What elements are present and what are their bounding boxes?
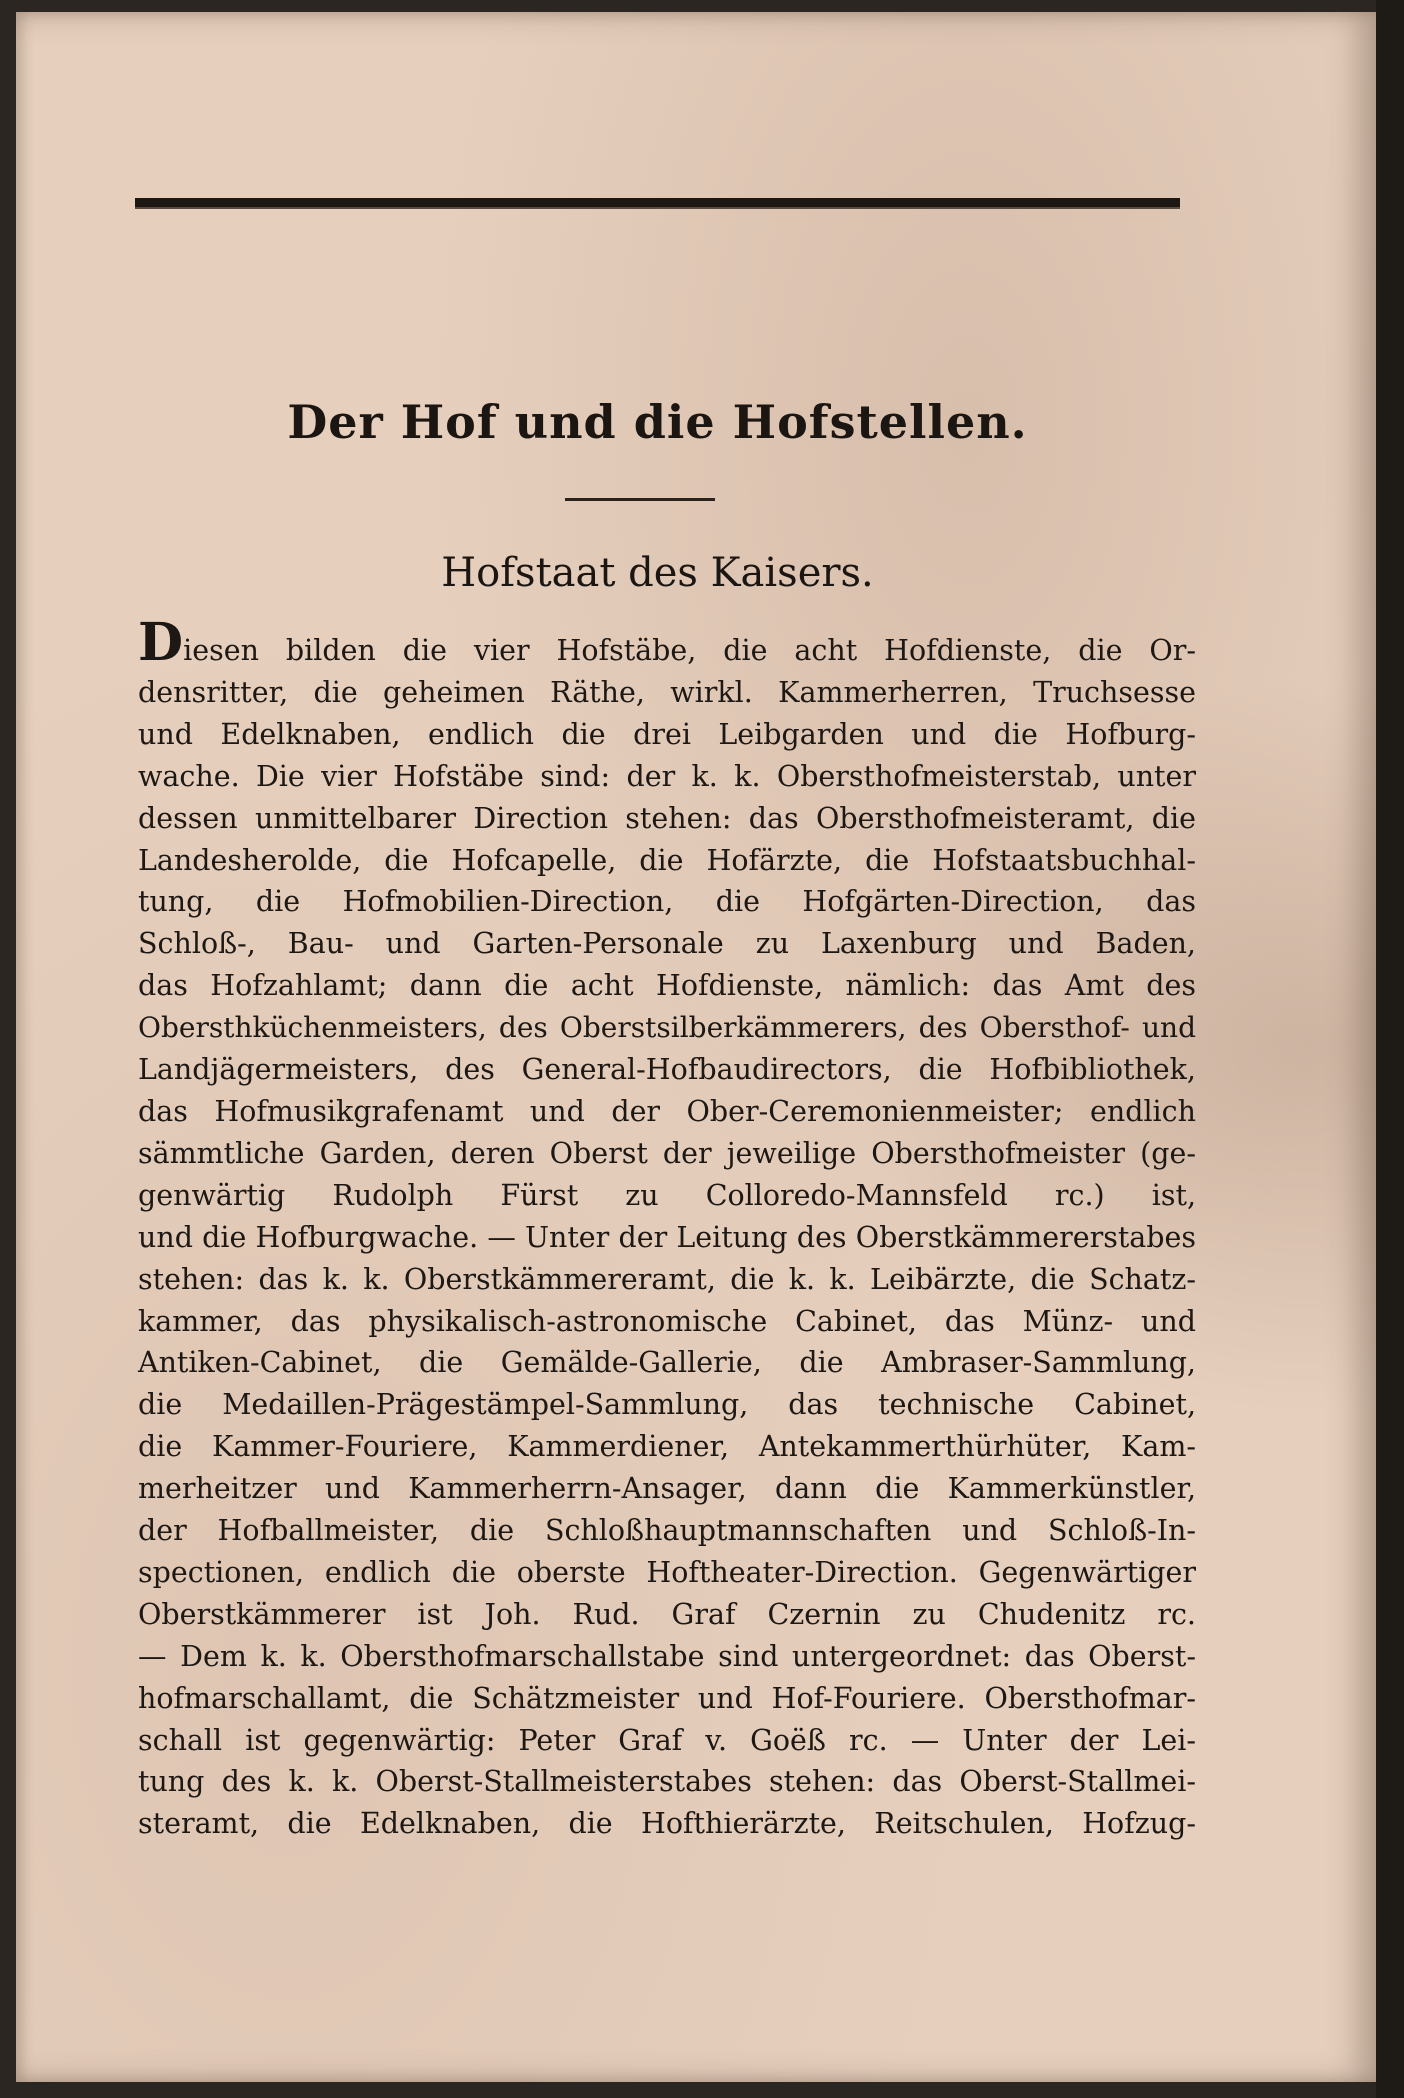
body-line: densritter, die geheimen Räthe, wirkl. Kammerherren, Truchsesse <box>138 675 1196 709</box>
book-edge <box>1376 0 1404 2098</box>
body-line: das Hofzahlamt; dann die acht Hofdienste, nämlich: das Amt des <box>138 969 1196 1003</box>
body-line: das Hofmusikgrafenamt und der Ober-Ceremonienmeister; endlich <box>138 1094 1196 1128</box>
body-line: tung des k. k. Oberst-Stallmeisterstabes stehen: das Oberst-Stallmei- <box>138 1765 1196 1799</box>
body-line: stehen: das k. k. Oberstkämmereramt, die k. k. Leibärzte, die Schatz- <box>138 1262 1196 1296</box>
body-line: tung, die Hofmobilien-Direction, die Hofgärten-Direction, das <box>138 885 1196 919</box>
body-line: Obersthküchenmeisters, des Oberstsilberkämmerers, des Obersthof- und <box>138 1011 1196 1045</box>
body-line: die Medaillen-Prägestämpel-Sammlung, das technische Cabinet, <box>138 1388 1196 1422</box>
section-title: Hofstaat des Kaisers. <box>441 550 874 596</box>
body-line: — Dem k. k. Obersthofmarschallstabe sind untergeordnet: das Oberst- <box>138 1639 1196 1673</box>
body-line: Landjägermeisters, des General-Hofbaudirectors, die Hofbibliothek, <box>138 1053 1196 1087</box>
body-line: Schloß-, Bau- und Garten-Personale zu Laxenburg und Baden, <box>138 927 1196 961</box>
body-line: steramt, die Edelknaben, die Hofthierärzte, Reitschulen, Hofzug- <box>138 1807 1196 1841</box>
body-line: Diesen bilden die vier Hofstäbe, die acht Hofdienste, die Or- <box>138 612 1196 673</box>
drop-initial: D <box>138 612 184 673</box>
chapter-rule <box>135 198 1180 209</box>
body-line: spectionen, endlich die oberste Hoftheater-Direction. Gegenwärtiger <box>138 1555 1196 1589</box>
body-line: dessen unmittelbarer Direction stehen: das Obersthofmeisteramt, die <box>138 801 1196 835</box>
body-paragraph <box>138 612 1196 1845</box>
body-line: kammer, das physikalisch-astronomische Cabinet, das Münz- und <box>138 1304 1196 1338</box>
title-divider <box>565 498 715 501</box>
body-line: und Edelknaben, endlich die drei Leibgarden und die Hofburg- <box>138 717 1196 751</box>
body-line: und die Hofburgwache. — Unter der Leitung des Oberstkämmererstabes <box>138 1220 1196 1254</box>
body-line: schall ist gegenwärtig: Peter Graf v. Goëß rc. — Unter der Lei- <box>138 1723 1196 1757</box>
body-line: Landesherolde, die Hofcapelle, die Hofärzte, die Hofstaatsbuchhal- <box>138 843 1196 877</box>
chapter-title: Der Hof und die Hofstellen. <box>287 395 1028 449</box>
body-line: der Hofballmeister, die Schloßhauptmannschaften und Schloß-In- <box>138 1514 1196 1548</box>
body-line: genwärtig Rudolph Fürst zu Colloredo-Mannsfeld rc.) ist, <box>138 1178 1196 1212</box>
body-line: die Kammer-Fouriere, Kammerdiener, Antekammerthürhüter, Kam- <box>138 1430 1196 1464</box>
body-line: hofmarschallamt, die Schätzmeister und Hof-Fouriere. Obersthofmar- <box>138 1681 1196 1715</box>
body-line: sämmtliche Garden, deren Oberst der jeweilige Obersthofmeister (ge- <box>138 1136 1196 1170</box>
body-line: Antiken-Cabinet, die Gemälde-Gallerie, die Ambraser-Sammlung, <box>138 1346 1196 1380</box>
body-line: Oberstkämmerer ist Joh. Rud. Graf Czernin zu Chudenitz rc. <box>138 1597 1196 1631</box>
body-line: merheitzer und Kammerherrn-Ansager, dann die Kammerkünstler, <box>138 1472 1196 1506</box>
body-line: wache. Die vier Hofstäbe sind: der k. k. Obersthofmeisterstab, unter <box>138 759 1196 793</box>
